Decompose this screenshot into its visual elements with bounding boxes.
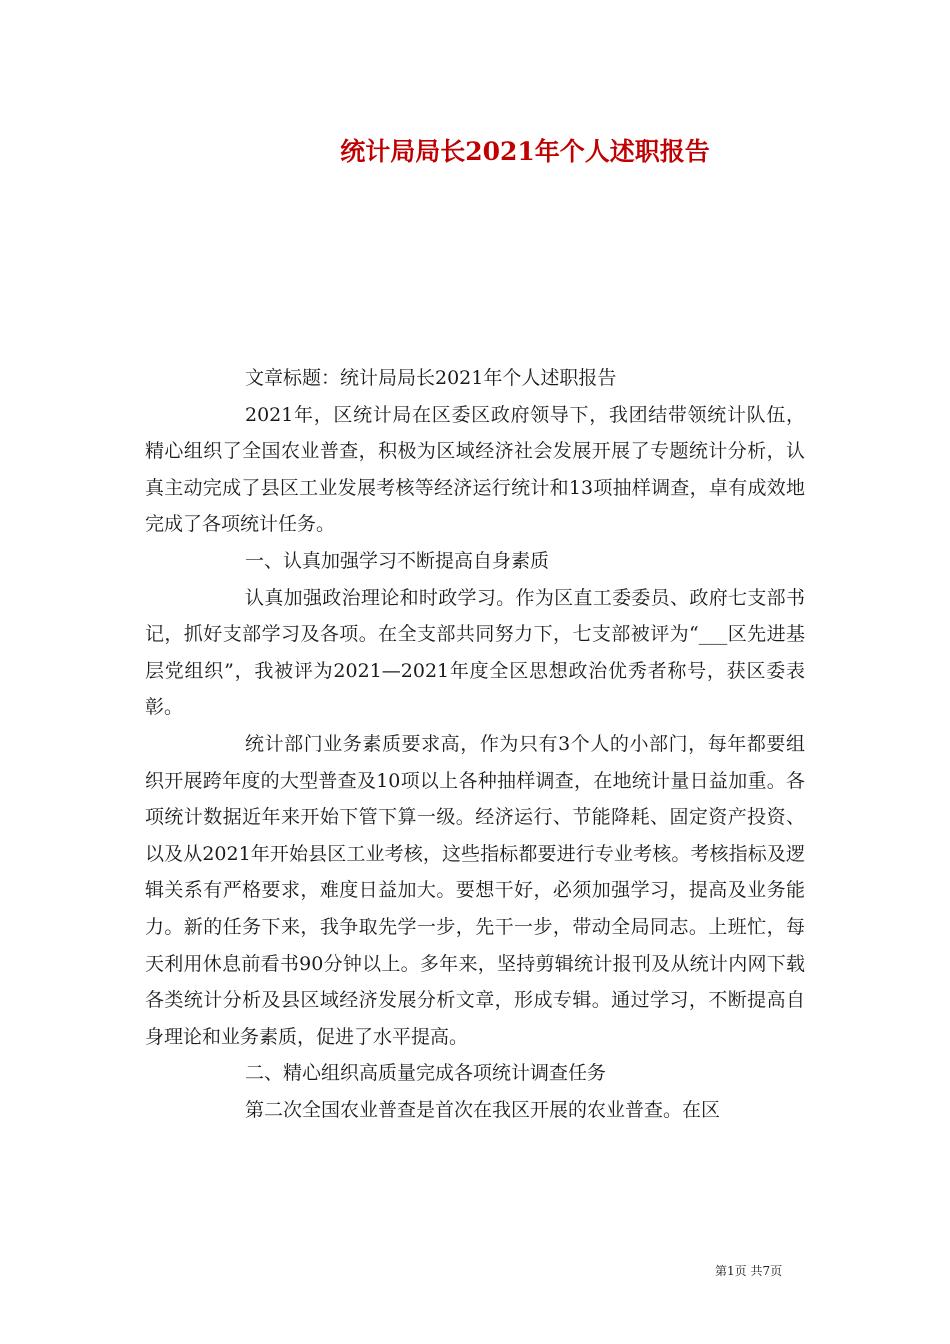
page-number-footer: 第1页 共7页 bbox=[715, 1264, 783, 1278]
document-body bbox=[145, 360, 805, 1128]
paragraph-professional-study: 统计部门业务素质要求高，作为只有3个人的小部门，每年都要组织开展跨年度的大型普查及10项以上各种抽样调查，在地统计量日益加重。各项统计数据近年来开始下管下算一级。经济运行、节能降耗、固定资产投资、以及从2021年开始县区工业考核，这些指标都要进行专业考核。考核指标及逻辑关系有严格要求，难度日益加大。要想干好，必须加强学习，提高及业务能力。新的任务下来，我争取先学一步，先干一步，带动全局同志。上班忙，每天利用休息前看书90分钟以上。多年来，坚持剪辑统计报刊及从统计内网下载各类统计分析及县区域经济发展分析文章，形成专辑。通过学习，不断提高自身理论和业务素质，促进了水平提高。 bbox=[145, 732, 805, 1048]
document-title: 统计局局长2021年个人述职报告 bbox=[340, 137, 710, 166]
paragraph-article-heading: 文章标题：统计局局长2021年个人述职报告 bbox=[245, 367, 617, 389]
document-title-wrapper bbox=[0, 132, 950, 168]
section-heading-1: 一、认真加强学习不断提高自身素质 bbox=[245, 549, 550, 572]
paragraph-intro: 2021年，区统计局在区委区政府领导下，我团结带领统计队伍，精心组织了全国农业普查，积极为区域经济社会发展开展了专题统计分析，认真主动完成了县区工业发展考核等经济运行统计和13项抽样调查，卓有成效地完成了各项统计任务。 bbox=[145, 403, 805, 536]
paragraph-political-study: 认真加强政治理论和时政学习。作为区直工委委员、政府七支部书记，抓好支部学习及各项。在全支部共同努力下，七支部被评为“___区先进基层党组织”，我被评为2021—2021年度全区思想政治优秀者称号，获区委表彰。 bbox=[145, 586, 805, 719]
section-heading-2: 二、精心组织高质量完成各项统计调查任务 bbox=[245, 1062, 607, 1085]
paragraph-agricultural-census: 第二次全国农业普查是首次在我区开展的农业普查。在区 bbox=[245, 1098, 721, 1121]
